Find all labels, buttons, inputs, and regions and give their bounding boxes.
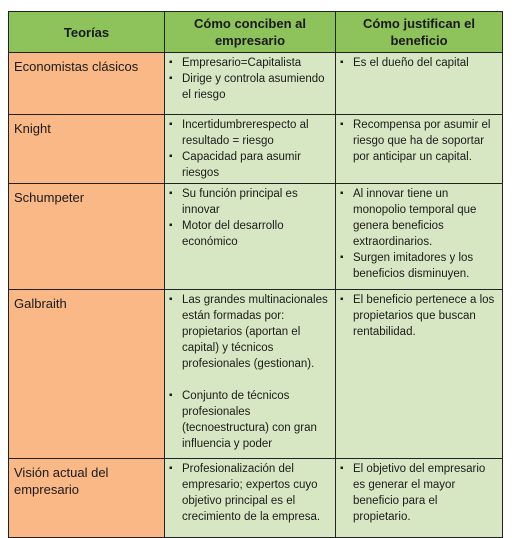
header-benefit: Cómo justifican el beneficio <box>336 12 503 53</box>
bullet-icon: ▪ <box>169 390 173 401</box>
theory-cell: Visión actual del empresario <box>9 459 165 538</box>
list-item: ▪ Profesionalización del empresario; expertos cuyo objetivo principal es el crecimiento de la empresa. <box>169 463 321 523</box>
list-item: ▪ Incertidumbrerespecto al resultado = riesgo <box>169 119 309 147</box>
benefit-cell <box>336 184 503 290</box>
list-item: ▪ Dirige y controla asumiendo el riesgo <box>169 73 325 101</box>
list-item: ▪ Capacidad para asumir riesgos <box>169 151 301 179</box>
bullet-icon: ▪ <box>340 188 344 199</box>
bullet-icon: ▪ <box>169 294 173 305</box>
bullet-icon: ▪ <box>340 119 344 130</box>
bullet-icon: ▪ <box>340 57 344 68</box>
list-item: ▪ Las grandes multinacionales están formadas por: propietarios (aportan el capital) y técnicos profesionales (gestionan). <box>169 294 328 370</box>
benefit-cell <box>336 290 503 459</box>
bullet-icon: ▪ <box>169 220 173 231</box>
bullet-icon: ▪ <box>169 188 173 199</box>
theory-cell: Schumpeter <box>9 184 165 290</box>
list-item: ▪ Motor del desarrollo económico <box>169 220 284 248</box>
table-row <box>9 53 503 115</box>
list-item: ▪ Es el dueño del capital <box>340 57 469 69</box>
table-row <box>9 290 503 459</box>
header-row <box>9 12 503 53</box>
bullet-icon: ▪ <box>340 252 344 263</box>
list-item: ▪ Su función principal es innovar <box>169 188 298 216</box>
table-row <box>9 115 503 184</box>
concept-cell <box>165 53 336 115</box>
list-item: ▪ El beneficio pertenece a los propietarios que buscan rentabilidad. <box>340 294 495 338</box>
bullet-icon: ▪ <box>169 73 173 84</box>
table-container <box>8 11 503 538</box>
theory-cell: Galbraith <box>9 290 165 459</box>
concept-cell <box>165 115 336 184</box>
bullet-icon: ▪ <box>340 294 344 305</box>
list-item: ▪ El objetivo del empresario es generar el mayor beneficio para el propietario. <box>340 463 486 523</box>
list-item: ▪ Surgen imitadores y los beneficios disminuyen. <box>340 252 474 280</box>
list-item: ▪ Recompensa por asumir el riesgo que ha de soportar por anticipar un capital. <box>340 119 491 163</box>
bullet-icon: ▪ <box>340 463 344 474</box>
header-concept: Cómo conciben al empresario <box>165 12 336 53</box>
benefit-cell <box>336 53 503 115</box>
bullet-icon: ▪ <box>169 57 173 68</box>
list-item: ▪ Conjunto de técnicos profesionales (tecnoestructura) con gran influencia y poder <box>169 390 317 450</box>
list-item: ▪ Empresario=Capitalista <box>169 57 302 69</box>
list-item: ▪ Al innovar tiene un monopolio temporal que genera beneficios extraordinarios. <box>340 188 477 248</box>
concept-cell <box>165 184 336 290</box>
theory-cell: Economistas clásicos <box>9 53 165 115</box>
header-theories: Teorías <box>9 12 165 53</box>
bullet-icon: ▪ <box>169 151 173 162</box>
benefit-cell <box>336 115 503 184</box>
theories-table <box>8 11 503 538</box>
bullet-icon: ▪ <box>169 119 173 130</box>
bullet-icon: ▪ <box>169 463 173 474</box>
concept-cell <box>165 290 336 459</box>
theory-cell: Knight <box>9 115 165 184</box>
table-row <box>9 184 503 290</box>
